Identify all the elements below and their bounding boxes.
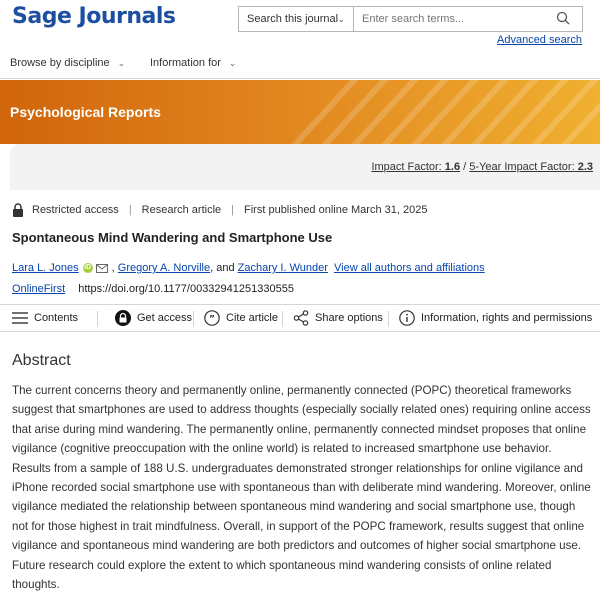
contents-icon	[12, 312, 28, 324]
impact-factor-value: 1.6	[444, 161, 461, 173]
abstract-text: The current concerns theory and permanently online, permanently connected (POPC) theoretical frameworks suggest that smartphones are used to address thoughts (especially socially related ones) requiring online access that arise during mind wandering. The permanently online, permanently connected mindset proposes that online vigilance (cognitive preoccupation with the online world) is related to increased smartphone use behavior. Results from a sample of 188 U.S. undergraduates demonstrated stronger relationships for online vigilance and iPhone recorded social smartphone use with spontaneous than with deliberate mind wandering. Moreover, online vigilance mediated the relationship between spontaneous mind wandering and social smartphone use, though not for those highest in trait mindfulness. Overall, in support of the POPC framework, results suggest that online vigilance and spontaneous mind wandering are both predictors and outcomes of higher social smartphone use. Future research could explore the extent to which spontaneous mind wandering consists of online related thoughts.	[12, 384, 591, 592]
top-bar	[0, 0, 600, 52]
online-first-link[interactable]: OnlineFirst	[12, 283, 66, 295]
author-separator: , and	[210, 262, 235, 274]
search-scope-label: Search this journal	[247, 13, 339, 25]
meta-divider: |	[128, 204, 132, 216]
access-status: Restricted access	[32, 204, 119, 216]
cite-article-button[interactable]	[204, 305, 278, 331]
info-for-label: Information for	[150, 57, 221, 69]
view-all-authors-link[interactable]: View all authors and affiliations	[334, 262, 485, 274]
sage-journals-logo[interactable]: Sage Journals	[12, 4, 176, 29]
author-link[interactable]: Zachary I. Wunder	[237, 262, 328, 274]
discipline-nav	[0, 52, 600, 79]
doi-row	[12, 283, 294, 295]
five-year-value: 2.3	[577, 161, 593, 173]
author-link[interactable]: Lara L. Jones	[12, 262, 79, 274]
share-label: Share options	[315, 312, 383, 324]
contents-button[interactable]	[12, 305, 78, 331]
author-separator: ,	[111, 262, 115, 274]
information-rights-button[interactable]	[399, 305, 592, 331]
search-input[interactable]	[353, 6, 583, 32]
lock-icon	[12, 203, 24, 217]
information-for-menu[interactable]	[150, 57, 236, 69]
impact-separator: /	[463, 161, 470, 173]
publish-date: First published online March 31, 2025	[244, 204, 428, 216]
article-meta	[12, 202, 427, 218]
browse-by-discipline-menu[interactable]	[10, 57, 125, 69]
impact-factor-link[interactable]	[371, 161, 460, 173]
share-icon	[293, 310, 309, 326]
chevron-down-icon: ⌄	[337, 14, 345, 24]
meta-divider: |	[231, 204, 235, 216]
toolbar-divider	[193, 311, 194, 327]
banner-decoration	[270, 80, 600, 144]
journal-title[interactable]: Psychological Reports	[10, 104, 161, 120]
author-list	[12, 262, 485, 274]
svg-text:”: ”	[209, 314, 215, 325]
chevron-down-icon: ⌄	[117, 58, 126, 68]
search-icon[interactable]	[556, 11, 570, 25]
get-access-label: Get access	[137, 312, 193, 324]
five-year-label: 5-Year Impact Factor:	[469, 161, 575, 173]
toolbar-divider	[282, 311, 283, 327]
article-toolbar	[0, 304, 600, 332]
get-access-lock-icon	[115, 310, 131, 326]
get-access-button[interactable]	[115, 305, 192, 331]
cite-label: Cite article	[226, 312, 278, 324]
search-scope-select[interactable]	[238, 6, 353, 32]
browse-label: Browse by discipline	[10, 57, 110, 69]
chevron-down-icon: ⌄	[228, 58, 237, 68]
advanced-search-link[interactable]: Advanced search	[497, 34, 582, 46]
toolbar-divider	[97, 311, 98, 327]
mail-icon[interactable]	[96, 264, 108, 273]
impact-factor-card	[10, 144, 600, 190]
impact-factor-row	[371, 161, 593, 173]
impact-factor-label: Impact Factor:	[371, 161, 442, 173]
article-title: Spontaneous Mind Wandering and Smartphone Use	[12, 230, 333, 245]
info-rights-label: Information, rights and permissions	[421, 312, 593, 324]
abstract-heading: Abstract	[12, 352, 71, 369]
info-icon	[399, 310, 415, 326]
share-options-button[interactable]	[293, 305, 383, 331]
article-type: Research article	[141, 204, 222, 216]
orcid-icon[interactable]: iD	[84, 264, 92, 271]
contents-label: Contents	[34, 312, 79, 324]
five-year-impact-link[interactable]	[469, 161, 593, 173]
author-link[interactable]: Gregory A. Norville	[117, 262, 211, 274]
cite-icon	[204, 310, 220, 326]
doi-text[interactable]: https://doi.org/10.1177/00332941251330555	[78, 283, 294, 295]
journal-banner	[0, 80, 600, 144]
toolbar-divider	[388, 311, 389, 327]
